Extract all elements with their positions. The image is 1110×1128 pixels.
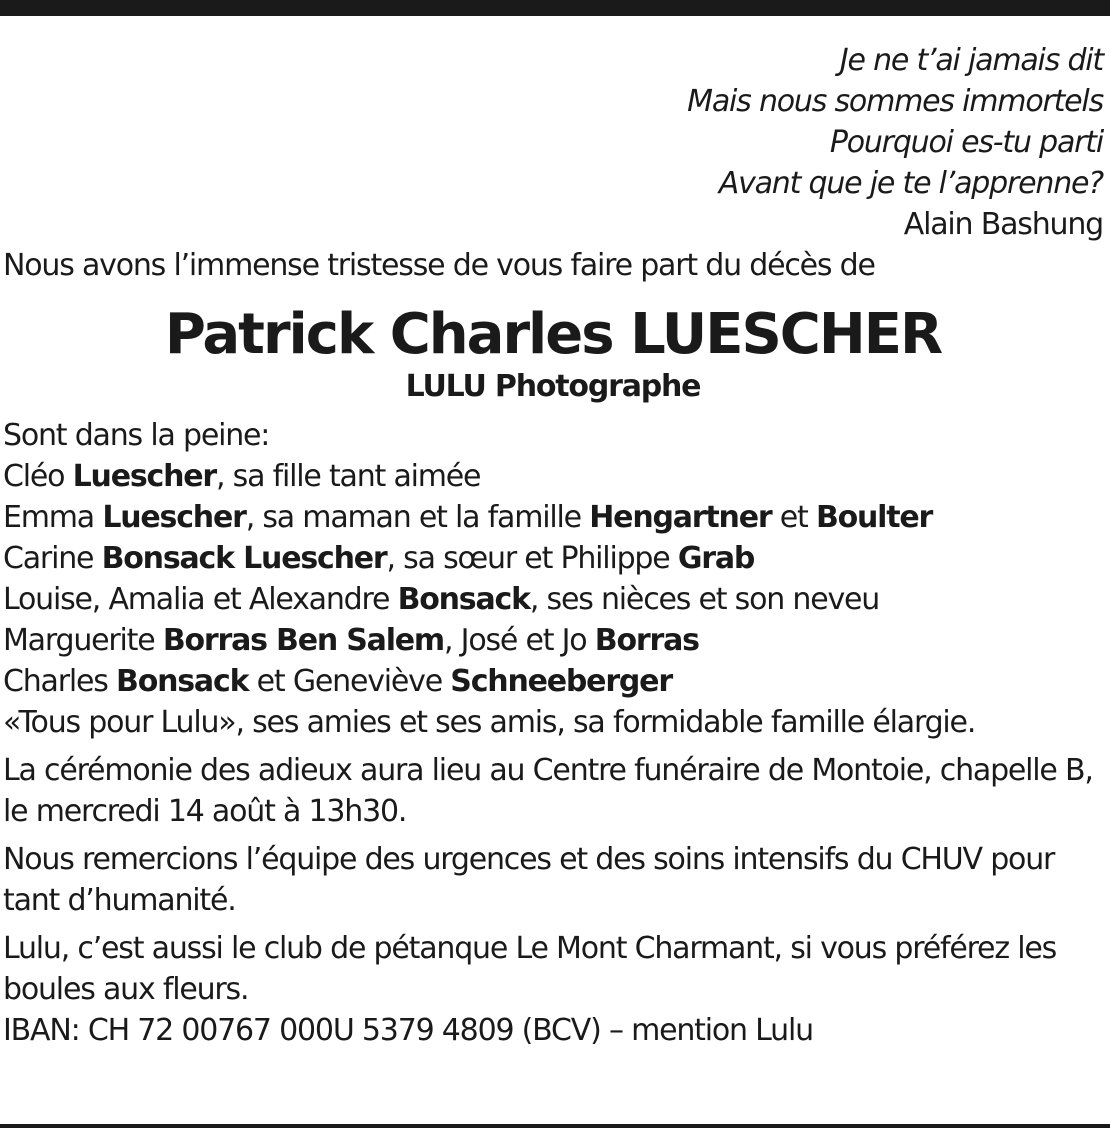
epigraph-poem bbox=[3, 40, 1103, 245]
poem-author: Alain Bashung bbox=[903, 207, 1103, 242]
deceased-subtitle: LULU Photographe bbox=[405, 369, 701, 404]
petanque-paragraph: Lulu, c’est aussi le club de pétanque Le Mont Charmant, si vous préférez les boules aux fleurs. bbox=[3, 931, 1057, 1007]
mourner-text: , sa fille tant aimée bbox=[216, 459, 481, 494]
poem-line: Pourquoi es-tu parti bbox=[829, 125, 1103, 160]
mourner-surname: Bonsack Luescher bbox=[101, 541, 387, 576]
mourner-surname: Boulter bbox=[815, 500, 933, 535]
mourner-text: Emma bbox=[3, 500, 103, 535]
top-border-rule bbox=[0, 0, 1110, 16]
iban-line: IBAN: CH 72 00767 000U 5379 4809 (BCV) – mention Lulu bbox=[3, 1013, 813, 1048]
mourner-line bbox=[3, 579, 1103, 620]
mourner-surname: Borras bbox=[594, 623, 699, 658]
mourner-surname: Bonsack bbox=[116, 664, 249, 699]
mourners-section bbox=[3, 415, 1103, 743]
mourner-line bbox=[3, 456, 1103, 497]
mourner-text: , ses nièces et son neveu bbox=[529, 582, 880, 617]
mourner-text: , sa sœur et Philippe bbox=[386, 541, 678, 576]
mourner-text: Louise, Amalia et Alexandre bbox=[3, 582, 398, 617]
mourner-text: Cléo bbox=[3, 459, 73, 494]
mourners-list bbox=[3, 456, 1103, 743]
mourner-line bbox=[3, 620, 1103, 661]
mourner-text: «Tous pour Lulu», ses amies et ses amis, sa formidable famille élargie. bbox=[3, 705, 976, 740]
ceremony-paragraph: La cérémonie des adieux aura lieu au Centre funéraire de Montoie, chapelle B, le mercredi 14 août à 13h30. bbox=[3, 753, 1093, 829]
mourner-surname: Hengartner bbox=[589, 500, 772, 535]
poem-line: Avant que je te l’apprenne? bbox=[718, 166, 1103, 201]
mourner-surname: Grab bbox=[677, 541, 755, 576]
mourner-surname: Bonsack bbox=[397, 582, 530, 617]
mourner-line bbox=[3, 497, 1103, 538]
mourner-surname: Borras Ben Salem bbox=[162, 623, 444, 658]
mourners-heading: Sont dans la peine: bbox=[3, 418, 270, 453]
mourner-line bbox=[3, 661, 1103, 702]
mourner-text: Carine bbox=[3, 541, 102, 576]
mourner-text: et bbox=[771, 500, 816, 535]
mourner-text: , sa maman et la famille bbox=[245, 500, 590, 535]
obituary-notice bbox=[3, 40, 1103, 1051]
mourner-surname: Luescher bbox=[72, 459, 216, 494]
mourner-text: Marguerite bbox=[3, 623, 163, 658]
mourner-line bbox=[3, 538, 1103, 579]
poem-line: Mais nous sommes immortels bbox=[687, 84, 1103, 119]
mourner-text: , José et Jo bbox=[444, 623, 595, 658]
mourner-text: Charles bbox=[3, 664, 117, 699]
deceased-name: Patrick Charles LUESCHER bbox=[164, 302, 942, 367]
mourner-text: et Geneviève bbox=[248, 664, 451, 699]
announcement-intro: Nous avons l’immense tristesse de vous faire part du décès de bbox=[3, 248, 875, 283]
mourner-surname: Luescher bbox=[102, 500, 246, 535]
thanks-paragraph: Nous remercions l’équipe des urgences et des soins intensifs du CHUV pour tant d’humanité. bbox=[3, 842, 1055, 918]
mourner-line bbox=[3, 702, 1103, 743]
poem-line: Je ne t’ai jamais dit bbox=[839, 43, 1103, 78]
bottom-border-rule bbox=[0, 1124, 1110, 1128]
mourner-surname: Schneeberger bbox=[450, 664, 672, 699]
